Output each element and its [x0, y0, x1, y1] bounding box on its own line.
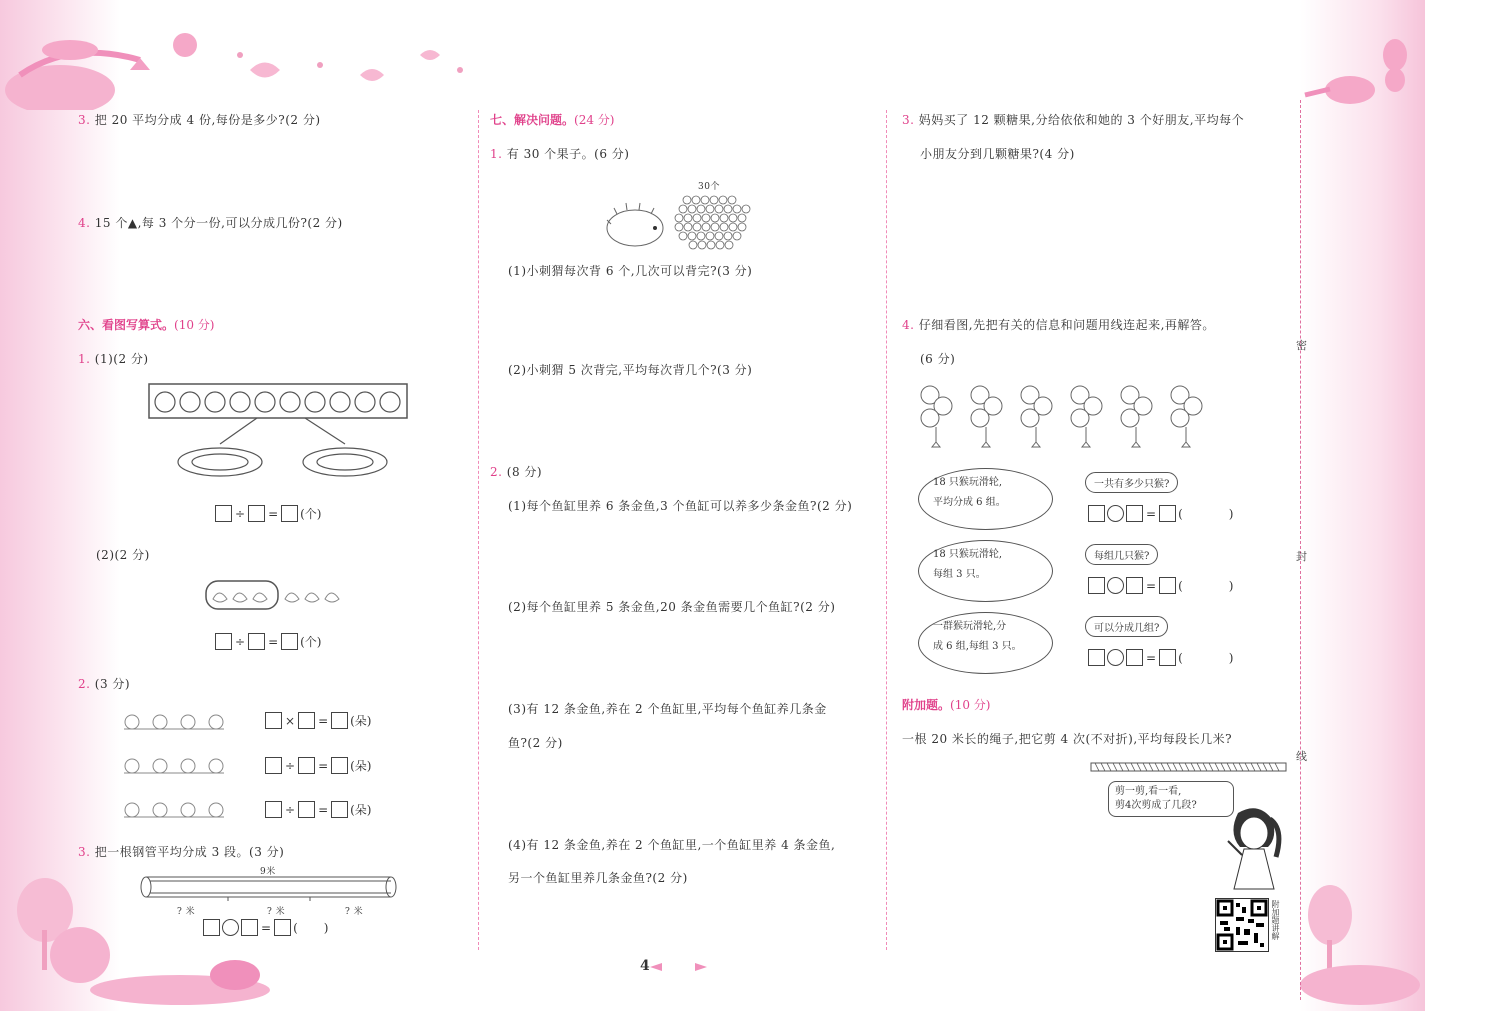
- r-question-3-line1: 3. 妈妈买了 12 颗糖果,分给依依和她的 3 个好朋友,平均每个: [902, 113, 1245, 127]
- answer-box[interactable]: [215, 505, 232, 522]
- answer-box[interactable]: [1126, 649, 1143, 666]
- s7-q2-part4-line1: (4)有 12 条金鱼,养在 2 个鱼缸里,一个鱼缸里养 4 条金鱼,: [508, 838, 836, 852]
- monkey-equation-3: = ( ): [1088, 649, 1233, 666]
- operator-circle[interactable]: [222, 919, 239, 936]
- equation-1: ÷ = (个): [215, 505, 322, 522]
- info-line: 每组 3 只。: [933, 569, 986, 580]
- answer-box[interactable]: [281, 633, 298, 650]
- bonus-title: 附加题。(10 分): [902, 698, 991, 712]
- answer-box[interactable]: [1088, 505, 1105, 522]
- equation-5: ÷ = (朵): [265, 801, 372, 818]
- answer-box[interactable]: [331, 801, 348, 818]
- flowers-figure: [120, 705, 240, 830]
- info-oval-3[interactable]: [918, 612, 1053, 674]
- s6-question-2: 2. (3 分): [78, 677, 131, 691]
- info-line: 成 6 组,每组 3 只。: [933, 641, 1022, 652]
- fruit-count-label: 30个: [698, 182, 720, 192]
- answer-box[interactable]: [298, 712, 315, 729]
- grouped-animals-figure: [205, 577, 355, 613]
- s7-q2-part2: (2)每个鱼缸里养 5 条金鱼,20 条金鱼需要几个鱼缸?(2 分): [508, 600, 836, 614]
- answer-box[interactable]: [1126, 505, 1143, 522]
- s6-question-3: 3. 把一根钢管平均分成 3 段。(3 分): [78, 845, 285, 859]
- bonus-question: 一根 20 米长的绳子,把它剪 4 次(不对折),平均每段长几米?: [902, 732, 1233, 746]
- answer-box[interactable]: [298, 757, 315, 774]
- page-number: 4: [640, 958, 650, 974]
- answer-box[interactable]: [215, 633, 232, 650]
- margin-char: 密: [1296, 339, 1307, 352]
- s7-q2-part4-line2: 另一个鱼缸里养几条金鱼?(2 分): [508, 871, 688, 885]
- answer-box[interactable]: [1088, 577, 1105, 594]
- answer-box[interactable]: [1126, 577, 1143, 594]
- equation-6: = ( ): [203, 919, 328, 936]
- answer-box[interactable]: [281, 505, 298, 522]
- answer-box[interactable]: [331, 757, 348, 774]
- question-pill-3[interactable]: 可以分成几组?: [1085, 616, 1168, 637]
- info-oval-2[interactable]: [918, 540, 1053, 602]
- margin-char: 封: [1296, 550, 1307, 563]
- answer-box[interactable]: [1159, 577, 1176, 594]
- info-line: 18 只猴玩滑轮,: [933, 477, 1003, 488]
- question-3: 3. 把 20 平均分成 4 份,每份是多少?(2 分): [78, 113, 321, 127]
- r-question-4-line2: (6 分): [920, 352, 956, 366]
- s7-q1-part2: (2)小刺猬 5 次背完,平均每次背几个?(3 分): [508, 363, 753, 377]
- pipe-figure: [138, 873, 400, 903]
- answer-box[interactable]: [248, 505, 265, 522]
- hedgehog-fruits-figure: [605, 190, 755, 252]
- qr-label: 附加题讲解: [1271, 900, 1280, 940]
- pipe-length-label: 9米: [260, 867, 276, 877]
- s7-q2-part1: (1)每个鱼缸里养 6 条金鱼,3 个鱼缸可以养多少条金鱼?(2 分): [508, 499, 853, 513]
- qr-code[interactable]: [1215, 898, 1269, 952]
- answer-box[interactable]: [1159, 505, 1176, 522]
- operator-circle[interactable]: [1107, 649, 1124, 666]
- monkey-equation-1: = ( ): [1088, 505, 1233, 522]
- column-divider-1: [478, 110, 479, 950]
- question-pill-2[interactable]: 每组几只猴?: [1085, 544, 1158, 565]
- monkey-equation-2: = ( ): [1088, 577, 1233, 594]
- equation-3: × = (朵): [265, 712, 372, 729]
- info-line: 18 只猴玩滑轮,: [933, 549, 1003, 560]
- answer-box[interactable]: [241, 919, 258, 936]
- answer-box[interactable]: [331, 712, 348, 729]
- answer-box[interactable]: [274, 919, 291, 936]
- s7-question-2: 2. (8 分): [490, 465, 543, 479]
- monkeys-pulley-figure: [915, 380, 1215, 448]
- info-line: 平均分成 6 组。: [933, 497, 1006, 508]
- bubble-line: 剪一剪,看一看,: [1115, 786, 1182, 797]
- operator-circle[interactable]: [1107, 577, 1124, 594]
- answer-box[interactable]: [265, 757, 282, 774]
- s6-question-1: 1. (1)(2 分): [78, 352, 149, 366]
- answer-box[interactable]: [248, 633, 265, 650]
- pipe-part-label: ? 米: [177, 907, 196, 917]
- margin-char: 线: [1296, 750, 1307, 763]
- page-right-margin: [1425, 0, 1500, 1011]
- column-divider-2: [886, 110, 887, 950]
- s7-q2-part3-line2: 鱼?(2 分): [508, 736, 563, 750]
- operator-circle[interactable]: [1107, 505, 1124, 522]
- s7-q2-part3-line1: (3)有 12 条金鱼,养在 2 个鱼缸里,平均每个鱼缸养几条金: [508, 702, 827, 716]
- info-oval-1[interactable]: [918, 468, 1053, 530]
- r-question-3-line2: 小朋友分到几颗糖果?(4 分): [920, 147, 1075, 161]
- equation-2: ÷ = (个): [215, 633, 322, 650]
- equation-4: ÷ = (朵): [265, 757, 372, 774]
- section-7-title: 七、解决问题。(24 分): [490, 113, 615, 127]
- s7-q1-part1: (1)小刺猬每次背 6 个,几次可以背完?(3 分): [508, 264, 753, 278]
- question-4: 4. 15 个▲,每 3 个分一份,可以分成几份?(2 分): [78, 216, 343, 230]
- s6-question-1-2: (2)(2 分): [96, 548, 150, 562]
- qr-code-icon: [1216, 899, 1268, 951]
- answer-box[interactable]: [265, 801, 282, 818]
- girl-illustration: [1210, 805, 1285, 895]
- answer-box[interactable]: [203, 919, 220, 936]
- pipe-part-label: ? 米: [345, 907, 364, 917]
- pipe-part-label: ? 米: [267, 907, 286, 917]
- answer-box[interactable]: [1088, 649, 1105, 666]
- top-decoration: [0, 0, 1425, 110]
- answer-box[interactable]: [298, 801, 315, 818]
- r-question-4-line1: 4. 仔细看图,先把有关的信息和问题用线连起来,再解答。: [902, 318, 1215, 332]
- s7-question-1: 1. 有 30 个果子。(6 分): [490, 147, 630, 161]
- question-pill-1[interactable]: 一共有多少只猴?: [1085, 472, 1178, 493]
- answer-box[interactable]: [1159, 649, 1176, 666]
- section-6-title: 六、看图写算式。(10 分): [78, 318, 215, 332]
- bubble-line: 剪4次剪成了几段?: [1115, 800, 1197, 811]
- rope-figure: [1090, 761, 1288, 773]
- info-line: 一群猴玩滑轮,分: [933, 621, 1007, 632]
- apples-plates-figure: [145, 382, 410, 482]
- answer-box[interactable]: [265, 712, 282, 729]
